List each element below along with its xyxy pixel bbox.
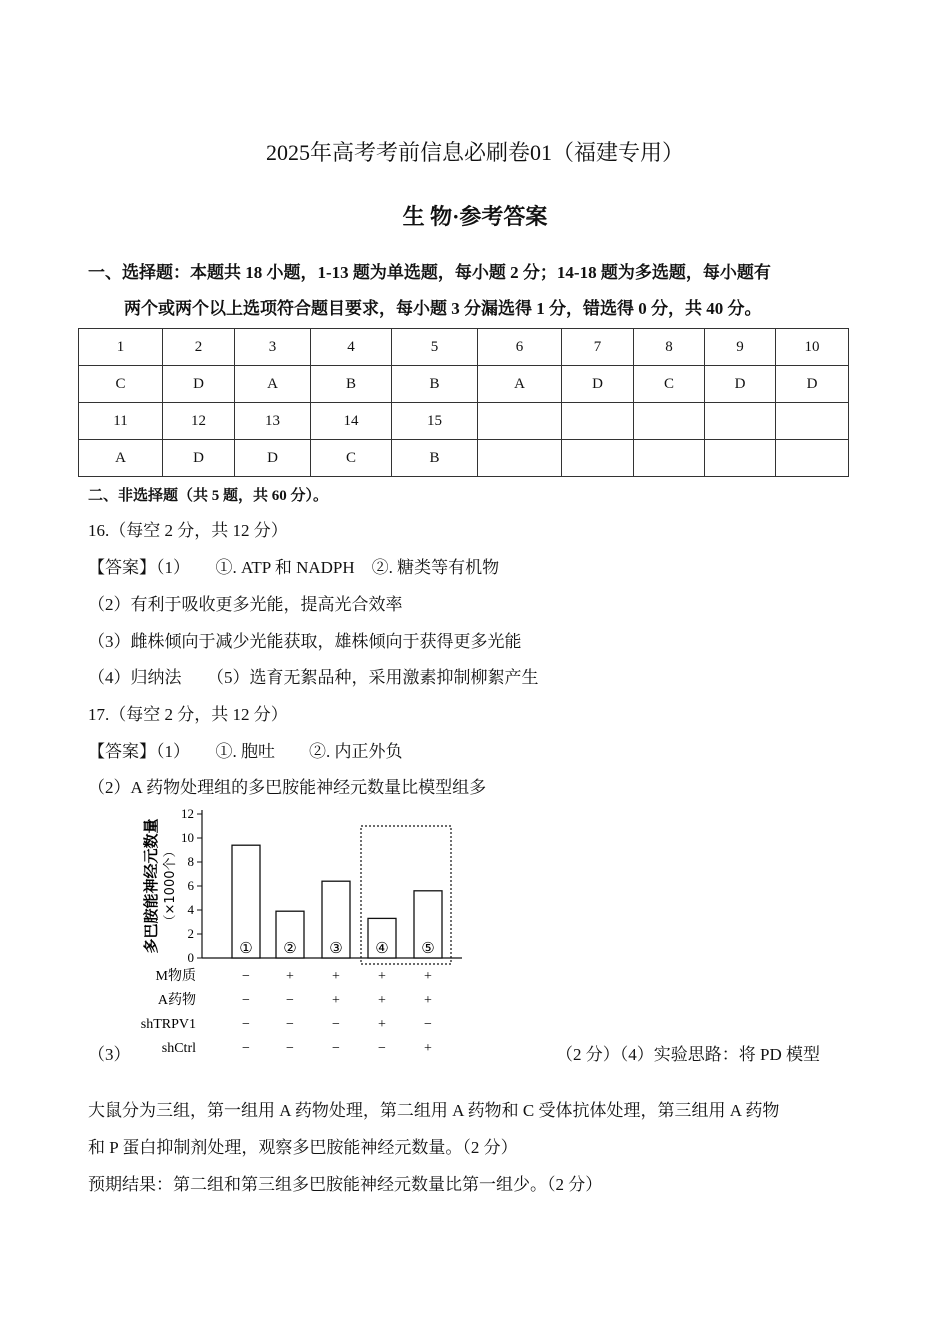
answer-table-cell — [634, 440, 705, 477]
y-tick-label: 2 — [187, 926, 194, 941]
bar-label: ③ — [329, 939, 343, 957]
y-axis-label: 多巴胺能神经元数量 — [142, 818, 160, 954]
bar-label: ④ — [375, 939, 389, 957]
treatment-sign: − — [286, 1041, 294, 1056]
treatment-label: M物质 — [155, 969, 196, 984]
answer-table-cell: C — [634, 366, 705, 403]
answer-table-cell — [562, 403, 634, 440]
section1-instruction-line2: 两个或两个以上选项符合题目要求，每小题 3 分漏选得 1 分，错选得 0 分，共 40 分。 — [124, 299, 762, 318]
answer-table-cell: B — [392, 440, 478, 477]
answer-table-cell: 2 — [163, 329, 235, 366]
answer-table-cell: A — [79, 440, 163, 477]
q17-answer-4: 大鼠分为三组，第一组用 A 药物处理，第二组用 A 药物和 C 受体抗体处理，第三组用 A 药物 — [88, 1101, 780, 1120]
treatment-sign: + — [332, 969, 340, 984]
q17-answer-2: （2）A 药物处理组的多巴胺能神经元数量比模型组多 — [88, 778, 487, 797]
answer-table-row — [79, 366, 849, 403]
answer-table-cell: 6 — [478, 329, 562, 366]
y-tick-label: 10 — [181, 830, 194, 845]
y-tick-label: 12 — [181, 806, 194, 821]
treatment-sign: + — [332, 993, 340, 1008]
answer-table-cell: 7 — [562, 329, 634, 366]
answer-table-cell — [478, 440, 562, 477]
bar-chart — [132, 798, 472, 1060]
answer-table-cell: D — [705, 366, 776, 403]
answer-table — [78, 328, 849, 477]
bar-label: ⑤ — [421, 939, 435, 957]
treatment-sign: + — [378, 1017, 386, 1032]
answer-table-cell — [562, 440, 634, 477]
treatment-sign: + — [286, 969, 294, 984]
answer-table-cell: D — [163, 440, 235, 477]
q17-answer-1: 【答案】（1） ①. 胞吐 ②. 内正外负 — [88, 742, 403, 761]
answer-table-cell: 3 — [235, 329, 311, 366]
answer-table-cell — [634, 403, 705, 440]
answer-table-cell: 12 — [163, 403, 235, 440]
y-tick-label: 8 — [187, 854, 194, 869]
answer-table-cell — [705, 440, 776, 477]
answer-table-cell: D — [163, 366, 235, 403]
treatment-sign: + — [424, 993, 432, 1008]
answer-table-cell: A — [478, 366, 562, 403]
treatment-sign: + — [424, 969, 432, 984]
section1-instruction-line1: 一、选择题：本题共 18 小题，1-13 题为单选题，每小题 2 分；14-18 题为多选题，每小题有 — [88, 263, 771, 282]
answer-table-cell: A — [235, 366, 311, 403]
q16-answer-4: （4）归纳法 （5）选育无絮品种，采用激素抑制柳絮产生 — [88, 668, 539, 687]
answer-table-cell: 10 — [776, 329, 849, 366]
answer-table-cell — [478, 403, 562, 440]
bar-label: ② — [283, 939, 297, 957]
q17-answer-3-left: （3） — [88, 1045, 131, 1064]
answer-table-row — [79, 329, 849, 366]
section2-heading: 二、非选择题（共 5 题，共 60 分）。 — [88, 488, 329, 504]
answer-table-cell: 1 — [79, 329, 163, 366]
answer-table-cell: D — [562, 366, 634, 403]
treatment-sign: − — [242, 1017, 250, 1032]
q17-answer-6: 预期结果：第二组和第三组多巴胺能神经元数量比第一组少。（2 分） — [88, 1175, 603, 1194]
answer-table-cell: 9 — [705, 329, 776, 366]
treatment-sign: − — [332, 1041, 340, 1056]
answer-table-cell: 5 — [392, 329, 478, 366]
treatment-sign: + — [378, 969, 386, 984]
treatment-sign: − — [424, 1017, 432, 1032]
answer-table-cell: C — [79, 366, 163, 403]
q17-heading: 17.（每空 2 分，共 12 分） — [88, 705, 288, 724]
y-tick-label: 4 — [187, 902, 194, 917]
y-tick-label: 0 — [187, 950, 194, 965]
answer-table-cell: 8 — [634, 329, 705, 366]
answer-table-cell: D — [776, 366, 849, 403]
q16-answer-3: （3）雌株倾向于减少光能获取，雄株倾向于获得更多光能 — [88, 632, 522, 651]
y-tick-label: 6 — [187, 878, 194, 893]
treatment-sign: − — [242, 969, 250, 984]
treatment-label: A药物 — [157, 993, 196, 1008]
treatment-sign: + — [424, 1041, 432, 1056]
answer-table-row — [79, 440, 849, 477]
answer-table-cell: C — [311, 440, 392, 477]
treatment-label: shCtrl — [161, 1041, 196, 1056]
answer-table-cell — [705, 403, 776, 440]
page-subtitle: 生 物·参考答案 — [402, 204, 548, 229]
q16-heading: 16.（每空 2 分，共 12 分） — [88, 521, 288, 540]
answer-table-cell: 15 — [392, 403, 478, 440]
answer-table-cell: 11 — [79, 403, 163, 440]
treatment-sign: + — [378, 993, 386, 1008]
answer-table-cell: 4 — [311, 329, 392, 366]
answer-table-body — [79, 329, 849, 477]
answer-table-cell: B — [311, 366, 392, 403]
answer-table-cell — [776, 440, 849, 477]
q16-answer-2: （2）有利于吸收更多光能，提高光合效率 — [88, 595, 403, 614]
treatment-sign: − — [332, 1017, 340, 1032]
treatment-label: shTRPV1 — [140, 1017, 196, 1032]
q17-answer-3-right: （2 分）（4）实验思路：将 PD 模型 — [556, 1045, 820, 1064]
answer-table-cell: 13 — [235, 403, 311, 440]
answer-table-cell: B — [392, 366, 478, 403]
bar-label: ① — [239, 939, 253, 957]
treatment-sign: − — [242, 1041, 250, 1056]
page-title: 2025年高考考前信息必刷卷01（福建专用） — [265, 140, 684, 165]
answer-table-cell: D — [235, 440, 311, 477]
treatment-sign: − — [378, 1041, 386, 1056]
treatment-sign: − — [242, 993, 250, 1008]
answer-table-row — [79, 403, 849, 440]
answer-table-cell — [776, 403, 849, 440]
y-axis-unit: （×1000个） — [163, 844, 178, 928]
treatment-sign: − — [286, 1017, 294, 1032]
q16-answer-1: 【答案】（1） ①. ATP 和 NADPH ②. 糖类等有机物 — [88, 558, 500, 577]
q17-answer-5: 和 P 蛋白抑制剂处理，观察多巴胺能神经元数量。（2 分） — [88, 1138, 518, 1157]
answer-table-cell: 14 — [311, 403, 392, 440]
treatment-sign: − — [286, 993, 294, 1008]
